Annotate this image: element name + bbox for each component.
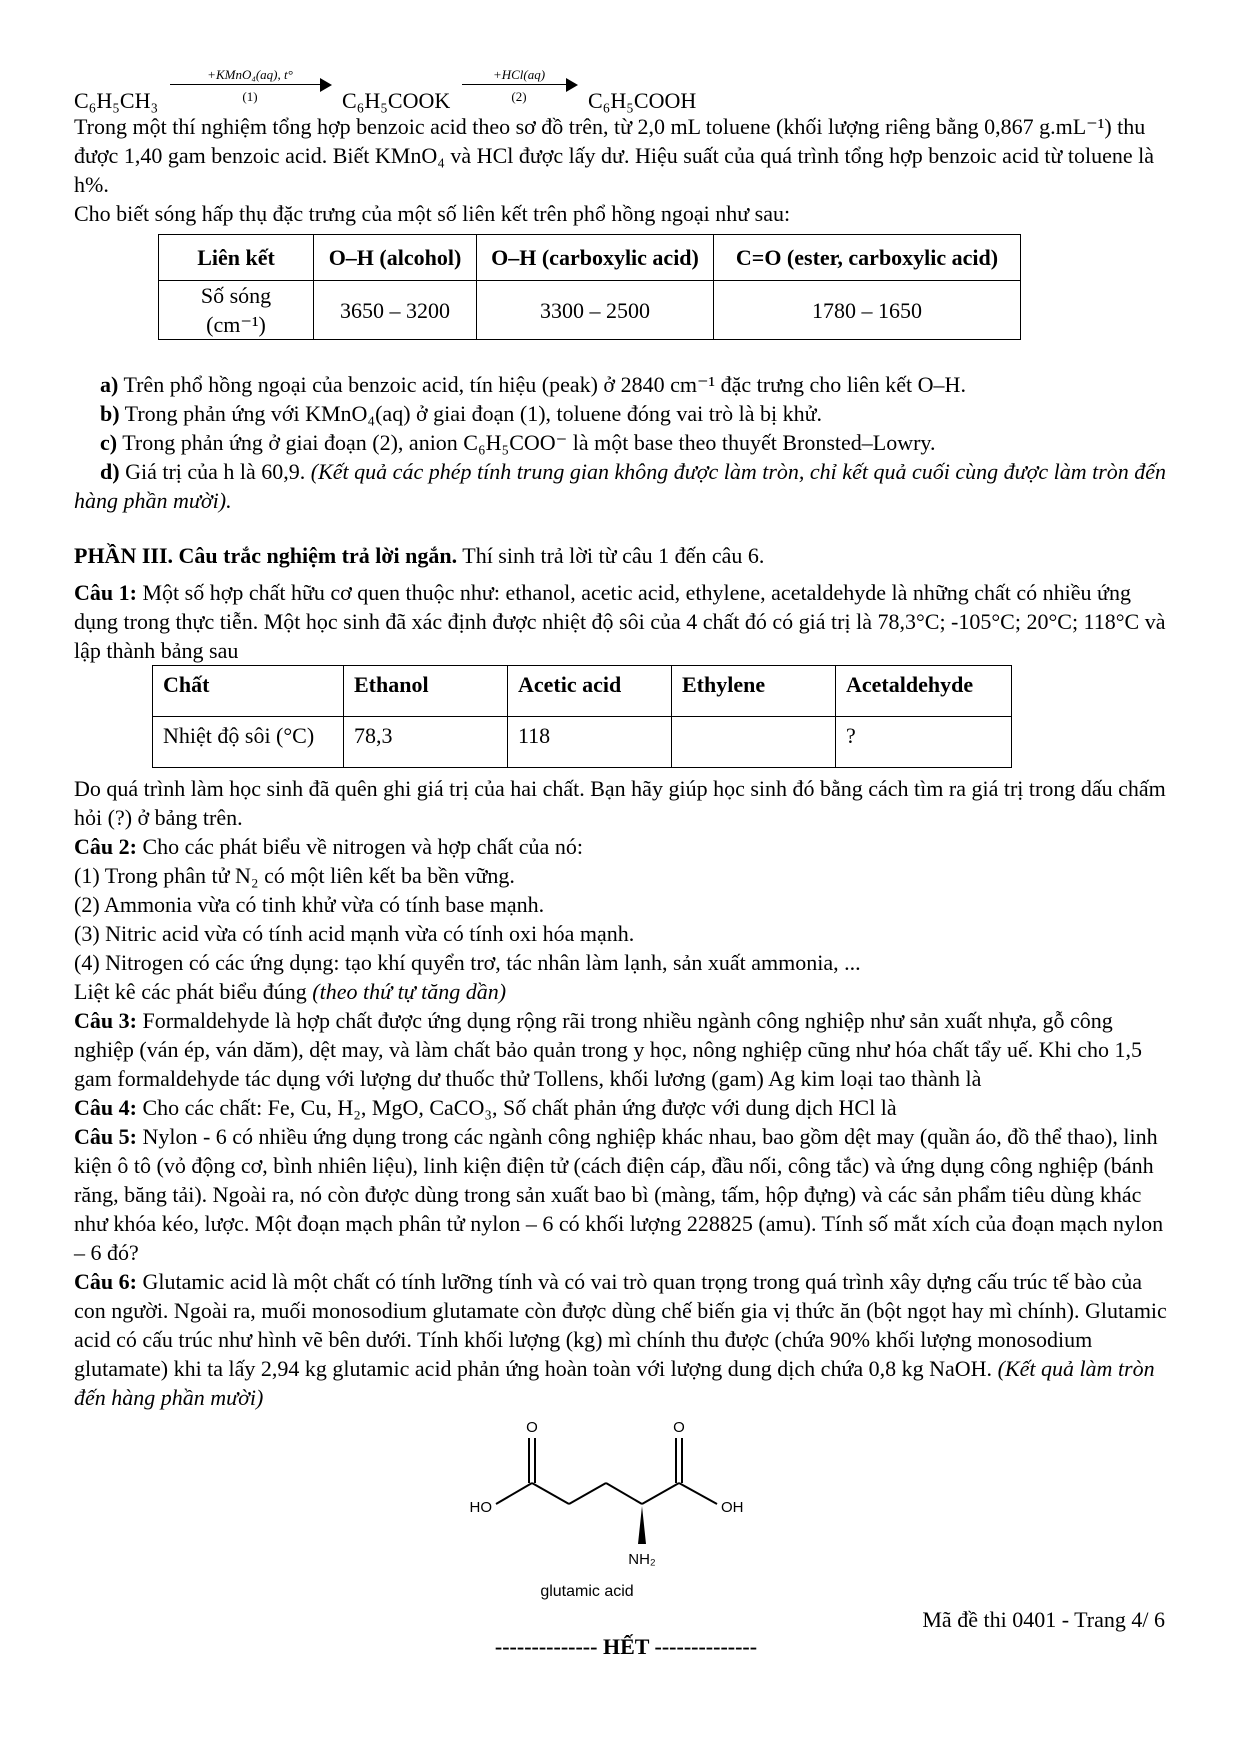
reaction-arrow-1	[166, 68, 334, 112]
ir-table-header	[159, 235, 1021, 281]
option-d-note: (Kết quả các phép tính trung gian không được làm tròn, chỉ kết quả cuối cùng được làm tròn đến hàng phần mười).	[74, 459, 1167, 513]
boiling-point-table	[152, 665, 1012, 768]
ir-intro: Cho biết sóng hấp thụ đặc trưng của một số liên kết trên phổ hồng ngoại như sau:	[74, 201, 791, 226]
amino-group: NH₂	[628, 1551, 656, 1568]
ir-header-cell: Liên kết	[159, 235, 314, 281]
bond	[679, 1483, 717, 1504]
page-number: Mã đề thi 0401 - Trang 4/ 6	[922, 1607, 1165, 1632]
carbonyl-oxygen-right: O	[673, 1419, 685, 1436]
bp-cell: ?	[836, 717, 1012, 768]
bp-header-cell: Chất	[153, 666, 344, 717]
ir-header-cell: O–H (carboxylic acid)	[477, 235, 714, 281]
bp-table-header	[153, 666, 1012, 717]
synthesis-intro: Trong một thí nghiệm tổng hợp benzoic acid theo sơ đồ trên, từ 2,0 mL toluene (khối lượng riêng bằng 0,867 g.mL⁻¹) thu được 1,40 gam benzoic acid. Biết KMnO₄ và HCl được lấy dư. Hiệu suất của quá trình tổng hợp benzoic acid từ toluene là h%.	[74, 114, 1154, 197]
q2-statement: (2) Ammonia vừa có tinh khử vừa có tính base mạnh.	[74, 892, 545, 917]
question-4: Câu 4: Cho các chất: Fe, Cu, H₂, MgO, CaCO₃, Số chất phản ứng được với dung dịch HCl là	[74, 1095, 897, 1120]
ir-header-cell: O–H (alcohol)	[314, 235, 477, 281]
option-d: d) Giá trị của h là 60,9. (Kết quả các phép tính trung gian không được làm tròn, chỉ kết quả cuối cùng được làm tròn đến hàng phần mười).	[74, 459, 1167, 513]
bp-cell	[672, 717, 836, 768]
bond	[496, 1483, 532, 1504]
exam-page	[74, 60, 1178, 1661]
question-1-followup: Do quá trình làm học sinh đã quên ghi giá trị của hai chất. Bạn hãy giúp học sinh đó bằng cách tìm ra giá trị trong dấu chấm hỏi (?) ở bảng trên.	[74, 776, 1166, 830]
reaction-scheme	[74, 60, 1178, 112]
bp-table-row	[153, 717, 1012, 768]
arrow-1-reagent: +KMnO₄(aq), t°	[207, 67, 293, 82]
arrow-1-step: (1)	[242, 89, 258, 104]
arrow-2-step: (2)	[511, 89, 527, 104]
carbonyl-oxygen-left: O	[526, 1419, 538, 1436]
ir-table	[158, 234, 1021, 340]
bp-header-cell: Acetaldehyde	[836, 666, 1012, 717]
reactant-toluene: C₆H₅CH₃	[74, 88, 159, 113]
end-mark: -------------- HẾT --------------	[494, 1634, 758, 1659]
q2-ask: Liệt kê các phát biểu đúng (theo thứ tự tăng dần)	[74, 979, 507, 1004]
product-benzoic-acid: C₆H₅COOH	[588, 88, 697, 113]
bp-cell: 118	[508, 717, 672, 768]
structure-diagram	[74, 1412, 1178, 1620]
ir-cell: 3650 – 3200	[314, 281, 477, 340]
ir-table-row	[159, 281, 1021, 340]
arrow-2-reagent: +HCl(aq)	[492, 67, 546, 82]
ir-cell: Số sóng (cm⁻¹)	[159, 281, 314, 340]
bond	[569, 1483, 606, 1504]
question-3: Câu 3: Formaldehyde là hợp chất được ứng dụng rộng rãi trong nhiều ngành công nghiệp như sản xuất nhựa, gỗ công nghiệp (ván ép, ván dăm), dệt may, và làm chất bảo quản trong y học, nông nghiệp cũng như hóa chất tẩy uế. Khi cho 1,5 gam formaldehyde tác dụng với lượng dư thuốc thử Tollens, khối lương (gam) Ag kim loại tao thành là	[74, 1008, 1143, 1091]
true-false-options	[74, 370, 1178, 515]
bp-header-cell: Acetic acid	[508, 666, 672, 717]
bond	[606, 1483, 642, 1504]
glutamic-acid-structure	[74, 1412, 1178, 1620]
question-1: Câu 1: Một số hợp chất hữu cơ quen thuộc như: ethanol, acetic acid, ethylene, acetaldehyde là những chất có nhiều ứng dụng trong thực tiễn. Một học sinh đã xác định được nhiệt độ sôi của 4 chất đó có giá trị là 78,3°C; -105°C; 20°C; 118°C và lập thành bảng sau	[74, 580, 1166, 663]
question-2: Câu 2: Cho các phát biểu về nitrogen và hợp chất của nó:	[74, 834, 583, 859]
part3-heading: PHẦN III. Câu trắc nghiệm trả lời ngắn. Thí sinh trả lời từ câu 1 đến câu 6.	[74, 543, 765, 568]
ir-header-cell: C=O (ester, carboxylic acid)	[714, 235, 1021, 281]
hydroxyl-left: HO	[469, 1499, 492, 1516]
question-6: Câu 6: Glutamic acid là một chất có tính lưỡng tính và có vai trò quan trọng trong quá trình xây dựng cấu trúc tế bào của con người. Ngoài ra, muối monosodium glutamate còn được dùng chế biến gia vị thức ăn (bột ngọt hay mì chính). Glutamic acid có cấu trúc như hình vẽ bên dưới. Tính khối lượng (kg) mì chính thu được (chứa 90% khối lượng monosodium glutamate) khi ta lấy 2,94 kg glutamic acid phản ứng hoàn toàn với lượng dung dịch chứa 0,8 kg NaOH. (Kết quả làm tròn đến hàng phần mười)	[74, 1269, 1167, 1410]
ir-cell: 1780 – 1650	[714, 281, 1021, 340]
option-c: c) Trong phản ứng ở giai đoạn (2), anion C₆H₅COO⁻ là một base theo thuyết Bronsted–Lowry.	[100, 430, 936, 455]
wedge-bond	[638, 1506, 646, 1544]
question-5: Câu 5: Nylon - 6 có nhiều ứng dụng trong các ngành công nghiệp khác nhau, bao gồm dệt may (quần áo, đồ thể thao), linh kiện ô tô (vỏ động cơ, bình nhiên liệu), linh kiện điện tử (cách điện cáp, đầu nối, công tắc) và ứng dụng công nghiệp (bánh răng, băng tải). Ngoài ra, nó còn được dùng trong sản xuất bao bì (màng, tấm, hộp đựng) và các sản phẩm tiêu dùng khác như khóa kéo, lược. Một đoạn mạch phân tử nylon – 6 có khối lượng 228825 (amu). Tính số mắt xích của đoạn mạch nylon – 6 đó?	[74, 1124, 1164, 1265]
bp-header-cell: Ethanol	[344, 666, 508, 717]
ir-cell: 3300 – 2500	[477, 281, 714, 340]
bp-cell: 78,3	[344, 717, 508, 768]
structure-caption: glutamic acid	[540, 1583, 634, 1600]
option-a: a) Trên phổ hồng ngoại của benzoic acid, tín hiệu (peak) ở 2840 cm⁻¹ đặc trưng cho liên kết O–H.	[100, 372, 966, 397]
bond	[532, 1483, 569, 1504]
option-b: b) Trong phản ứng với KMnO₄(aq) ở giai đoạn (1), toluene đóng vai trò là bị khử.	[100, 401, 823, 426]
q2-statement: (4) Nitrogen có các ứng dụng: tạo khí quyển trơ, tác nhân làm lạnh, sản xuất ammonia, ...	[74, 950, 861, 975]
intermediate-potassium-benzoate: C₆H₅COOK	[342, 88, 451, 113]
bp-cell: Nhiệt độ sôi (°C)	[153, 717, 344, 768]
q2-statement: (1) Trong phân tử N₂ có một liên kết ba bền vững.	[74, 863, 515, 888]
reaction-arrow-2	[458, 68, 580, 112]
bp-header-cell: Ethylene	[672, 666, 836, 717]
hydroxyl-right: OH	[721, 1499, 744, 1516]
q2-statement: (3) Nitric acid vừa có tính acid mạnh vừa có tính oxi hóa mạnh.	[74, 921, 635, 946]
bond	[642, 1483, 679, 1504]
